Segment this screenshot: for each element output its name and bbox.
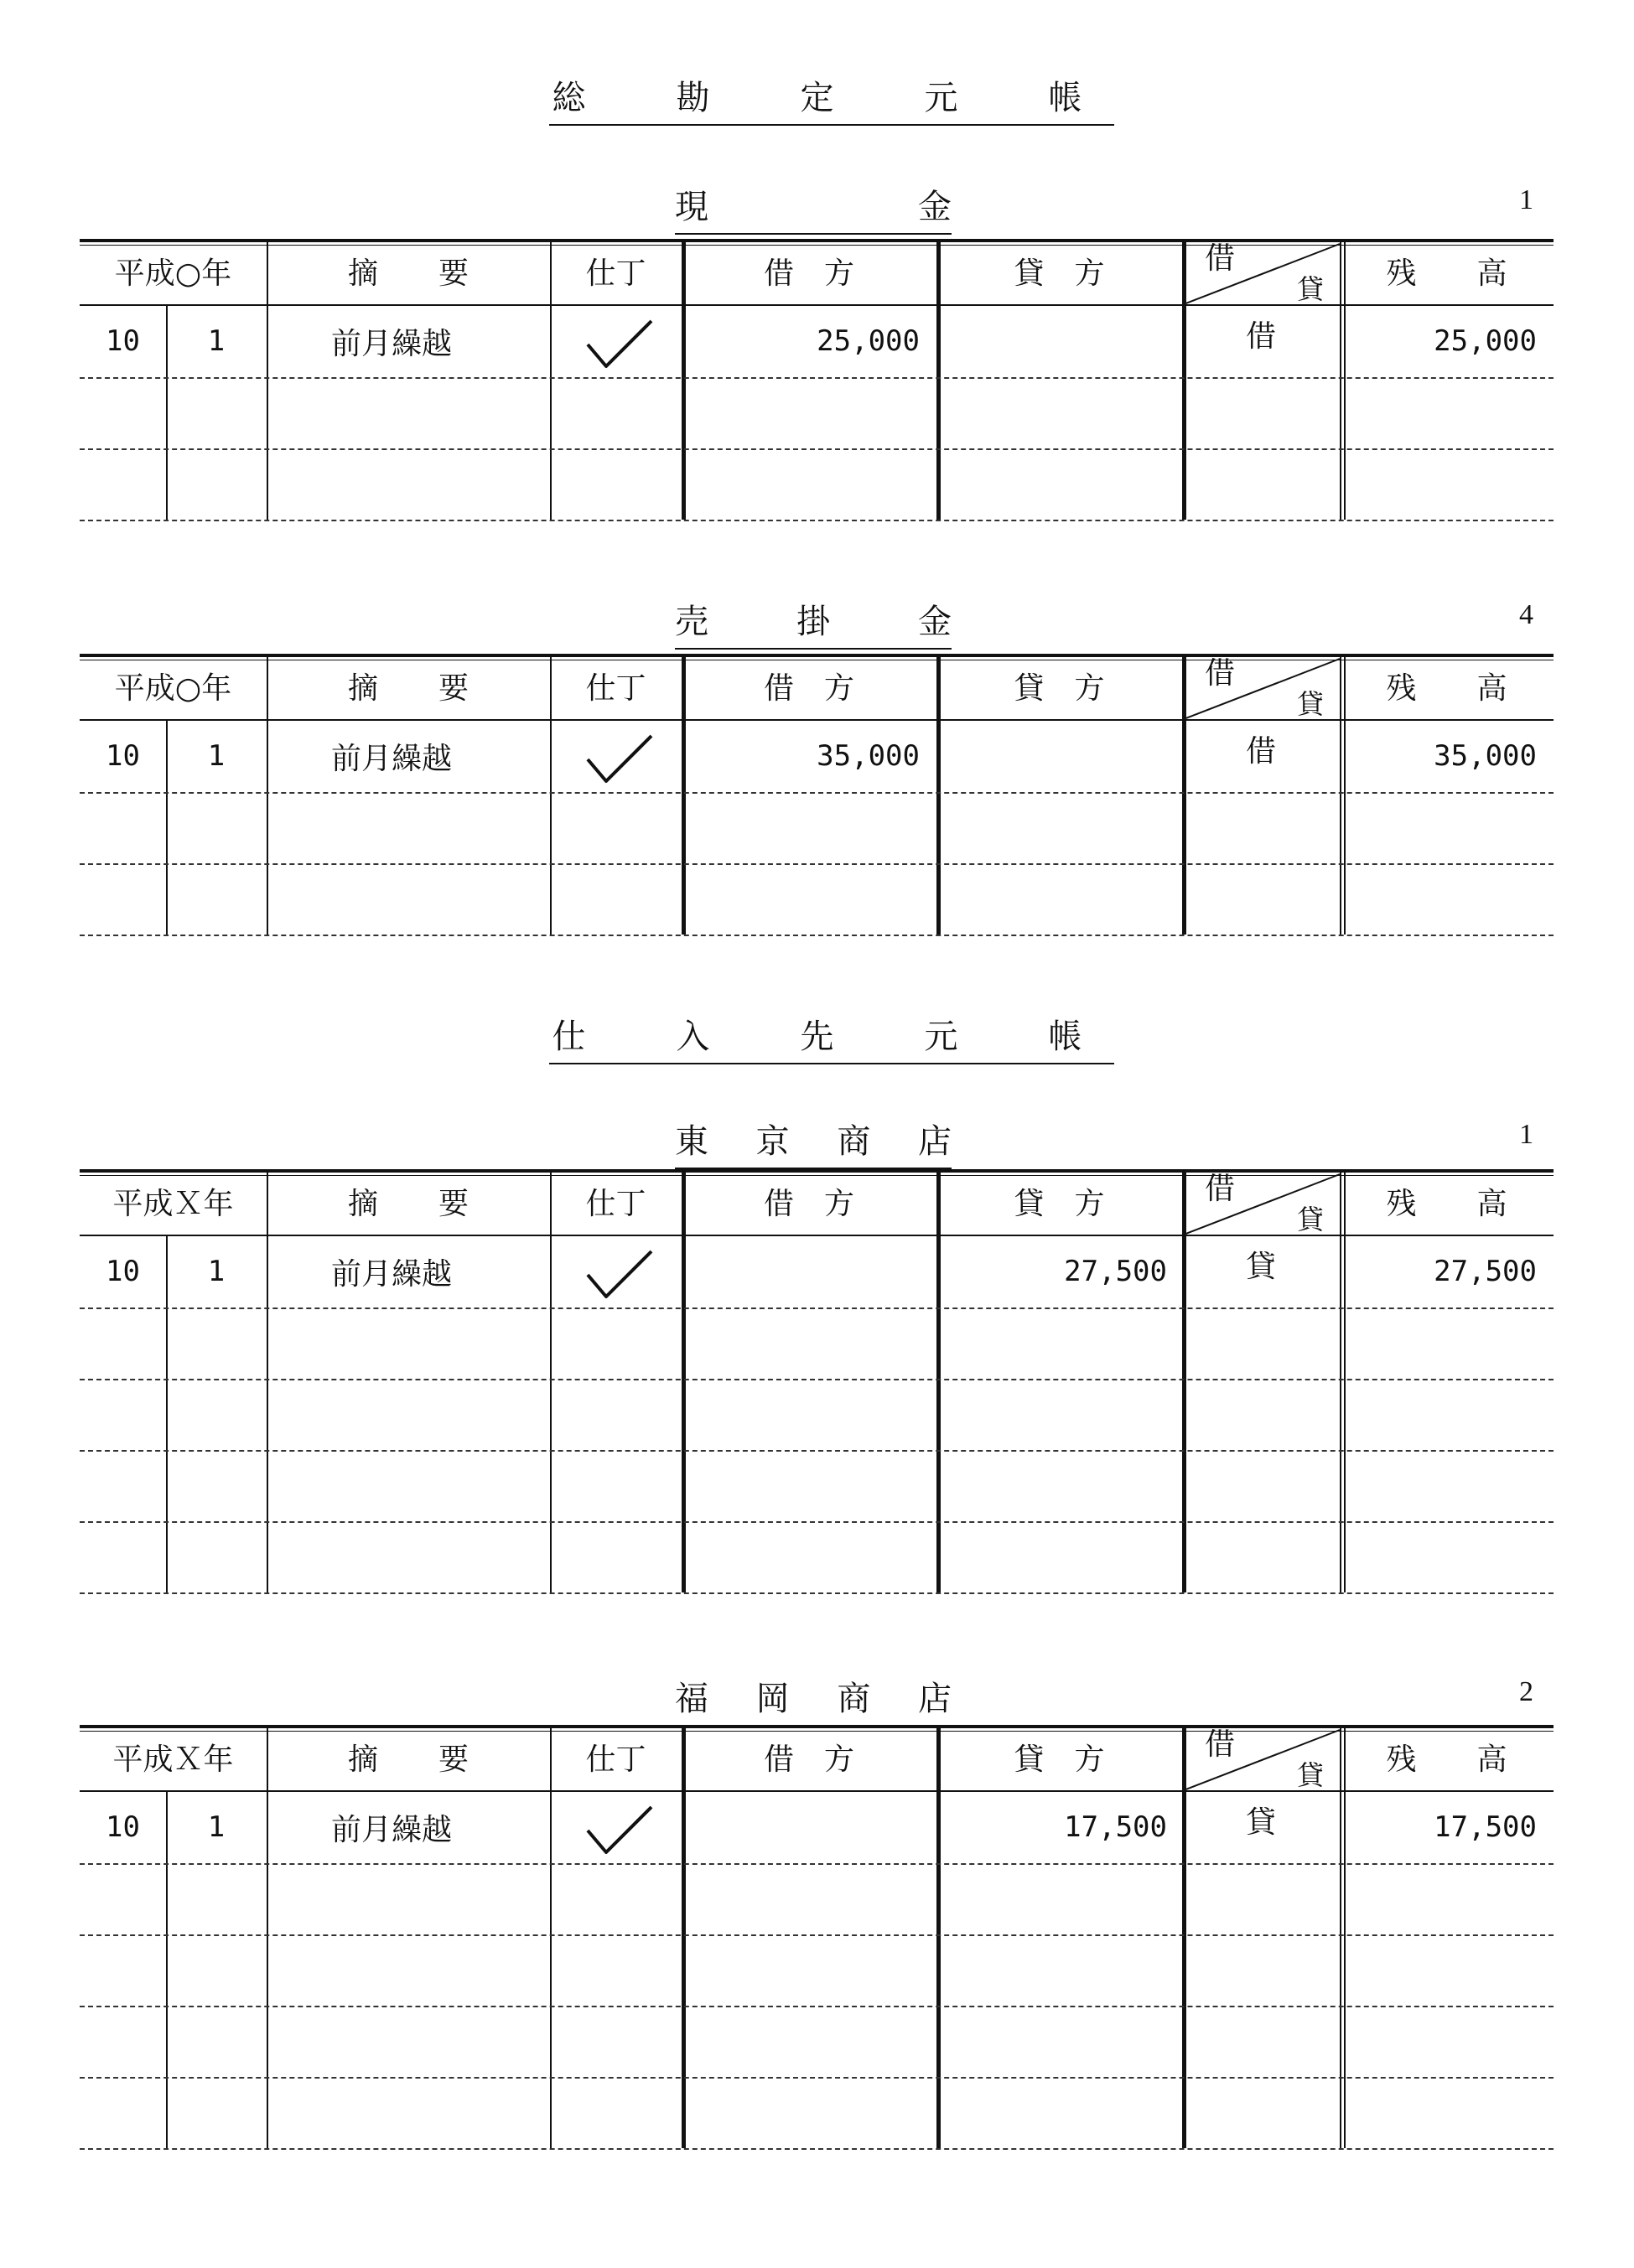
checkmark-icon (583, 1802, 658, 1861)
entry-balance: 17,500 (1434, 1810, 1537, 1844)
entry-debit (682, 1236, 920, 1307)
account-title-char: 店 (917, 1122, 952, 1161)
account-title (675, 1672, 952, 1727)
row-separator (80, 520, 1554, 521)
header-year: 平成○年 (114, 256, 232, 291)
entry-balance: 27,500 (1434, 1255, 1537, 1288)
row-separator (80, 2148, 1554, 2150)
header-cr: 貸 (1296, 1204, 1324, 1235)
entry-description: 前月繰越 (331, 1256, 453, 1292)
entry-description: 前月繰越 (331, 741, 453, 776)
header-balance: 残 高 (1386, 1742, 1507, 1777)
account-title-char: 現 (675, 188, 708, 226)
entry-description: 前月繰越 (331, 1812, 453, 1847)
row-separator (80, 1450, 1554, 1452)
header-year: 平成Ｘ年 (112, 1742, 234, 1777)
account-title-char: 金 (918, 603, 952, 641)
entry-debit (682, 1792, 920, 1862)
account-title-char: 金 (918, 188, 952, 226)
header-year: 平成Ｘ年 (112, 1186, 234, 1221)
account-title-char: 店 (917, 1680, 952, 1718)
header-ref: 仕丁 (585, 256, 646, 291)
account-title (675, 595, 952, 650)
entry-credit: 27,500 (1064, 1255, 1167, 1288)
header-cr: 貸 (1296, 1759, 1324, 1791)
header-description: 摘 要 (347, 256, 469, 291)
row-separator (80, 935, 1554, 936)
header-cr: 貸 (1296, 688, 1324, 720)
entry-dr-cr: 借 (1245, 734, 1276, 769)
header-credit: 貸 方 (1014, 671, 1105, 706)
entry-debit: 25,000 (817, 324, 920, 358)
entry-day: 1 (207, 1255, 226, 1288)
header-ref: 仕丁 (585, 1186, 646, 1221)
header-credit: 貸 方 (1014, 1742, 1105, 1777)
account-title-char: 掛 (796, 603, 830, 641)
entry-balance: 25,000 (1434, 324, 1537, 358)
account-number: 1 (1519, 1119, 1533, 1150)
header-year: 平成○年 (114, 671, 232, 706)
header-debit: 借 方 (763, 1742, 854, 1777)
header-ref: 仕丁 (585, 671, 646, 706)
row-separator (80, 2006, 1554, 2007)
header-dr: 借 (1204, 241, 1235, 276)
header-credit: 貸 方 (1014, 256, 1105, 291)
entry-month: 10 (106, 739, 140, 773)
account-title-char: 京 (755, 1122, 790, 1161)
checkmark-icon (583, 731, 658, 790)
header-description: 摘 要 (347, 671, 469, 706)
checkmark-icon (583, 1246, 658, 1305)
entry-day: 1 (207, 1810, 226, 1844)
entry-month: 10 (106, 1255, 140, 1288)
entry-dr-cr: 貸 (1245, 1805, 1276, 1840)
entry-month: 10 (106, 1810, 140, 1844)
ledger-table (80, 1169, 1554, 1592)
header-dr: 借 (1204, 655, 1235, 691)
row-separator (80, 1521, 1554, 1523)
account-number: 1 (1519, 184, 1533, 215)
account-title-char: 福 (675, 1680, 708, 1718)
table-row (80, 1236, 1554, 1307)
account-title-char: 東 (675, 1122, 708, 1161)
table-row (80, 306, 1554, 377)
checkmark-icon (583, 316, 658, 375)
header-balance: 残 高 (1386, 1186, 1507, 1221)
header-dr: 借 (1204, 1171, 1235, 1206)
header-credit: 貸 方 (1014, 1186, 1105, 1221)
general-ledger-title: 総 勘 定 元 帳 (0, 71, 1634, 126)
row-separator (80, 863, 1554, 865)
ledger-table (80, 239, 1554, 520)
header-balance: 残 高 (1386, 256, 1507, 291)
ledger-table (80, 654, 1554, 935)
header-debit: 借 方 (763, 256, 854, 291)
account-title-char: 岡 (755, 1680, 790, 1718)
entry-credit (936, 306, 1167, 376)
entry-month: 10 (106, 324, 140, 358)
entry-debit: 35,000 (817, 739, 920, 773)
payables-ledger-title: 仕 入 先 元 帳 (0, 1010, 1634, 1064)
entry-credit (936, 721, 1167, 791)
account-title (675, 180, 952, 235)
header-debit: 借 方 (763, 1186, 854, 1221)
row-separator (80, 2077, 1554, 2079)
header-debit: 借 方 (763, 671, 854, 706)
table-row (80, 721, 1554, 792)
entry-dr-cr: 貸 (1245, 1250, 1276, 1284)
row-separator (80, 1863, 1554, 1865)
header-description: 摘 要 (347, 1186, 469, 1221)
row-separator (80, 448, 1554, 450)
account-number: 4 (1519, 599, 1533, 630)
entry-day: 1 (207, 324, 226, 358)
ledger-table (80, 1725, 1554, 2148)
row-separator (80, 1307, 1554, 1309)
account-title-char: 売 (675, 603, 708, 641)
entry-credit: 17,500 (1064, 1810, 1167, 1844)
entry-description: 前月繰越 (331, 326, 453, 361)
header-description: 摘 要 (347, 1742, 469, 1777)
row-separator (80, 377, 1554, 379)
entry-day: 1 (207, 739, 226, 773)
account-number: 2 (1519, 1676, 1533, 1707)
row-separator (80, 1934, 1554, 1936)
row-separator (80, 1592, 1554, 1594)
row-separator (80, 1379, 1554, 1380)
entry-balance: 35,000 (1434, 739, 1537, 773)
header-dr: 借 (1204, 1727, 1235, 1762)
table-row (80, 1792, 1554, 1863)
entry-dr-cr: 借 (1245, 319, 1276, 354)
account-title (675, 1115, 952, 1169)
header-ref: 仕丁 (585, 1742, 646, 1777)
row-separator (80, 792, 1554, 794)
header-cr: 貸 (1296, 273, 1324, 305)
account-title-char: 商 (837, 1680, 871, 1718)
header-balance: 残 高 (1386, 671, 1507, 706)
account-title-char: 商 (837, 1122, 871, 1161)
